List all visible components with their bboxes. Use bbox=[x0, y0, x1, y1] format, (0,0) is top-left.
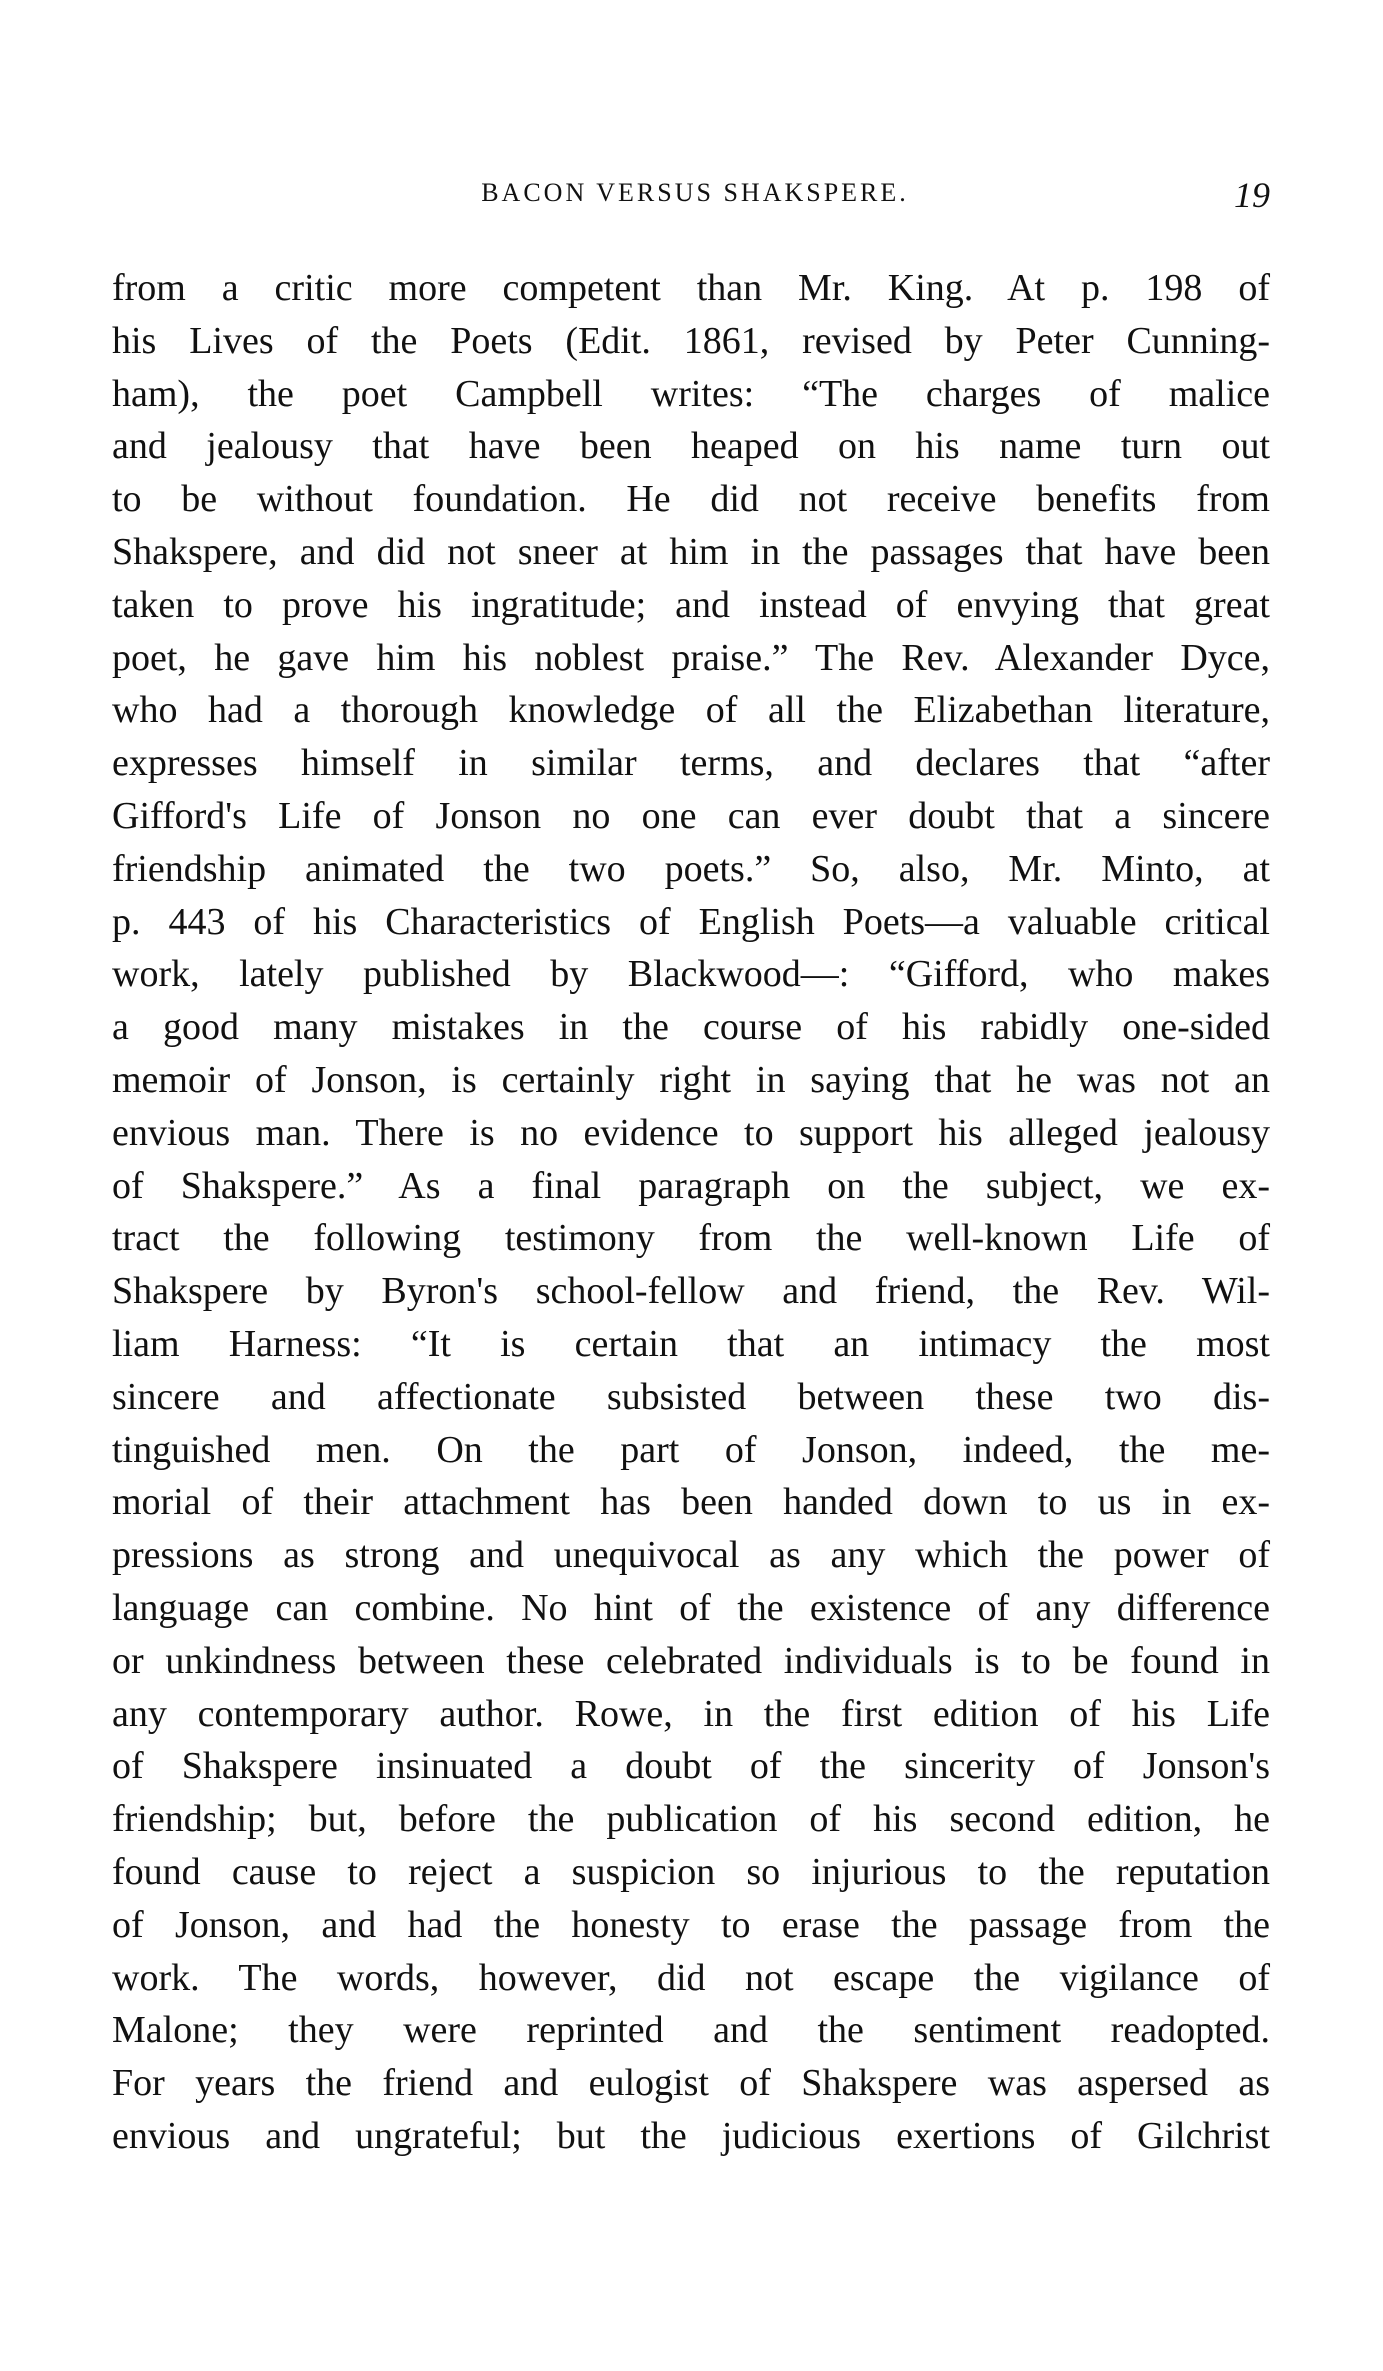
text-line: morial of their attachment has been handed down to us in ex- bbox=[112, 1481, 1270, 1524]
text-line: liam Harness: “It is certain that an intimacy the most bbox=[112, 1322, 1270, 1365]
text-line: work. The words, however, did not escape the vigilance of bbox=[112, 1956, 1270, 1999]
text-line: Gifford's Life of Jonson no one can ever doubt that a sincere bbox=[112, 794, 1270, 837]
text-line: who had a thorough knowledge of all the Elizabethan literature, bbox=[112, 689, 1270, 732]
text-line: to be without foundation. He did not receive benefits from bbox=[112, 478, 1270, 521]
text-line: expresses himself in similar terms, and declares that “after bbox=[112, 742, 1270, 785]
text-line: from a critic more competent than Mr. King. At p. 198 of bbox=[112, 267, 1270, 309]
text-line: work, lately published by Blackwood—: “Gifford, who makes bbox=[112, 953, 1270, 996]
text-line: envious and ungrateful; but the judicious exertions of Gilchrist bbox=[112, 2114, 1270, 2157]
text-line: and jealousy that have been heaped on his name turn out bbox=[112, 425, 1270, 468]
text-line: language can combine. No hint of the existence of any difference bbox=[112, 1586, 1270, 1629]
text-line: tinguished men. On the part of Jonson, indeed, the me- bbox=[112, 1428, 1270, 1471]
text-line: taken to prove his ingratitude; and instead of envying that great bbox=[112, 583, 1270, 626]
text-line: tract the following testimony from the well-known Life of bbox=[112, 1217, 1270, 1260]
text-line: of Shakspere insinuated a doubt of the sincerity of Jonson's bbox=[112, 1745, 1270, 1788]
running-title: BACON VERSUS SHAKSPERE. bbox=[481, 178, 909, 207]
text-line: any contemporary author. Rowe, in the first edition of his Life bbox=[112, 1692, 1270, 1735]
text-line: sincere and affectionate subsisted between these two dis- bbox=[112, 1375, 1270, 1418]
text-line: Shakspere, and did not sneer at him in the passages that have been bbox=[112, 530, 1270, 573]
text-line: found cause to reject a suspicion so injurious to the reputation bbox=[112, 1850, 1270, 1893]
text-line: poet, he gave him his noblest praise.” The Rev. Alexander Dyce, bbox=[112, 636, 1270, 679]
text-line: For years the friend and eulogist of Shakspere was aspersed as bbox=[112, 2062, 1270, 2105]
text-line: friendship animated the two poets.” So, also, Mr. Minto, at bbox=[112, 847, 1270, 890]
text-line: envious man. There is no evidence to support his alleged jealousy bbox=[112, 1111, 1270, 1154]
text-line: Malone; they were reprinted and the sentiment readopted. bbox=[112, 2009, 1270, 2052]
text-line: or unkindness between these celebrated individuals is to be found in bbox=[112, 1639, 1270, 1682]
text-line: p. 443 of his Characteristics of English Poets—a valuable critical bbox=[112, 900, 1270, 943]
running-head bbox=[120, 175, 1270, 218]
text-line: his Lives of the Poets (Edit. 1861, revised by Peter Cunning- bbox=[112, 319, 1270, 362]
text-line: memoir of Jonson, is certainly right in saying that he was not an bbox=[112, 1058, 1270, 1101]
text-line: Shakspere by Byron's school-fellow and friend, the Rev. Wil- bbox=[112, 1270, 1270, 1313]
body-text bbox=[112, 262, 1270, 2163]
text-line: pressions as strong and unequivocal as any which the power of bbox=[112, 1534, 1270, 1577]
text-line: of Shakspere.” As a final paragraph on the subject, we ex- bbox=[112, 1164, 1270, 1207]
text-line: ham), the poet Campbell writes: “The charges of malice bbox=[112, 372, 1270, 415]
page-number: 19 bbox=[1234, 175, 1270, 215]
text-line: a good many mistakes in the course of his rabidly one-sided bbox=[112, 1006, 1270, 1049]
text-line: of Jonson, and had the honesty to erase the passage from the bbox=[112, 1903, 1270, 1946]
text-line: friendship; but, before the publication of his second edition, he bbox=[112, 1798, 1270, 1841]
